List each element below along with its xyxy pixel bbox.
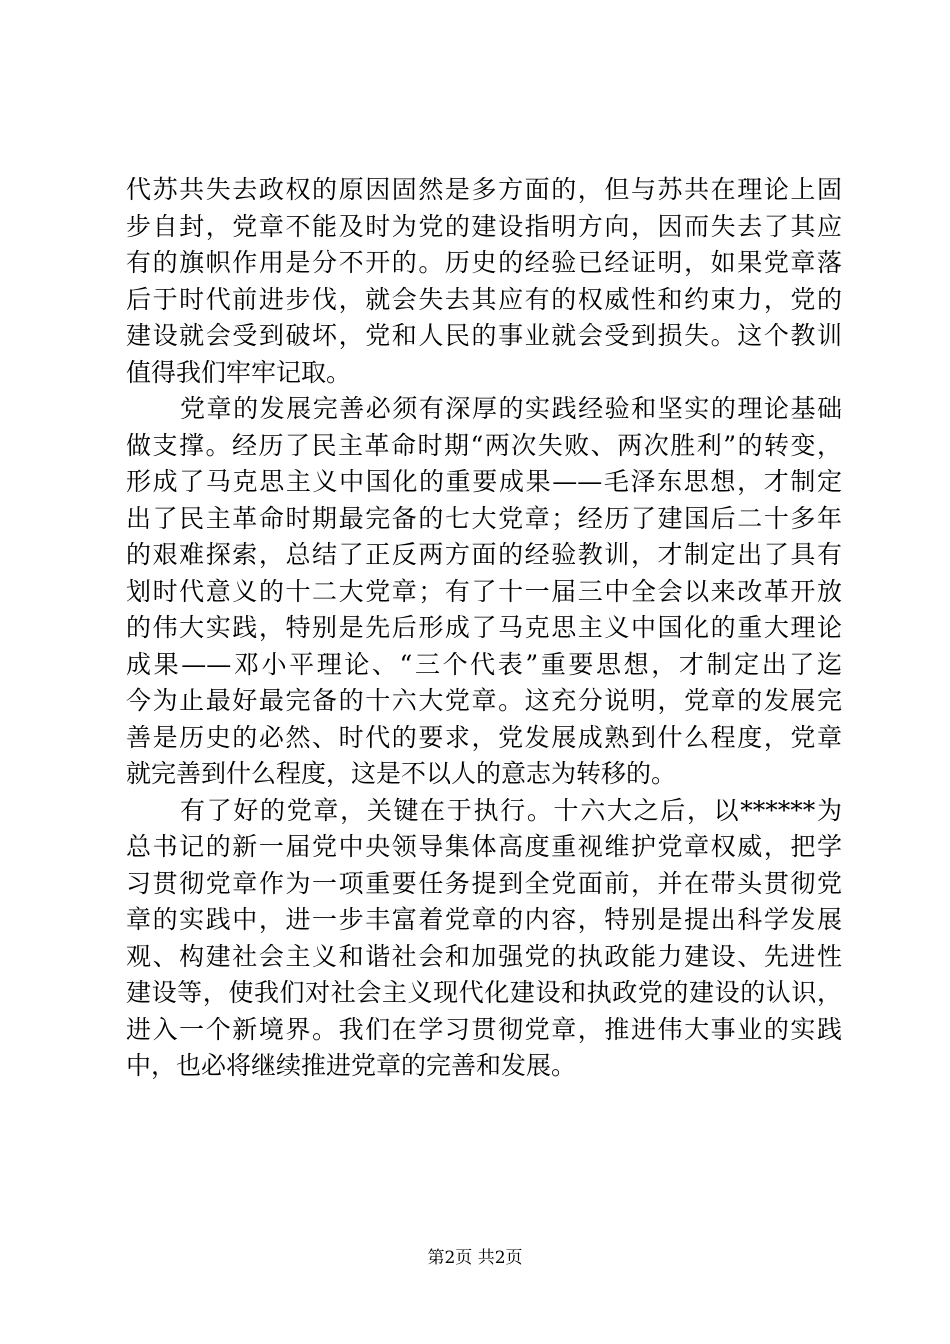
text-line: 进入一个新境界。我们在学习贯彻党章，推进伟大事业的实践 [126,1014,842,1044]
text-line: 划时代意义的十二大党章；有了十一届三中全会以来改革开放 [126,576,842,606]
paragraph-2 [126,391,842,793]
text-line: 出了民主革命时期最完备的七大党章；经历了建国后二十多年 [126,503,842,533]
text-line: 习贯彻党章作为一项重要任务提到全党面前，并在带头贯彻党 [126,868,842,898]
text-line: 建设就会受到破坏，党和人民的事业就会受到损失。这个教训 [126,321,842,350]
paragraph-3 [126,793,842,1085]
text-line: 党章的发展完善必须有深厚的实践经验和坚实的理论基础 [180,394,842,423]
text-line: 中，也必将继续推进党章的完善和发展。 [126,1051,577,1080]
document-body [126,172,842,1085]
text-line: 步自封，党章不能及时为党的建设指明方向，因而失去了其应 [126,211,842,241]
text-line: 做支撑。经历了民主革命时期“两次失败、两次胜利”的转变， [126,430,842,460]
text-line: 的艰难探索，总结了正反两方面的经验教训，才制定出了具有 [126,540,842,569]
text-line: 观、构建社会主义和谐社会和加强党的执政能力建设、先进性 [126,941,842,971]
text-line: 就完善到什么程度，这是不以人的意志为转移的。 [126,759,677,788]
paragraph-1 [126,172,842,391]
text-line: 形成了马克思主义中国化的重要成果——毛泽东思想，才制定 [126,467,842,496]
text-line: 有的旗帜作用是分不开的。历史的经验已经证明，如果党章落 [126,248,842,277]
text-line: 有了好的党章，关键在于执行。十六大之后，以******为 [180,795,842,825]
text-line: 后于时代前进步伐，就会失去其应有的权威性和约束力，党的 [126,284,842,314]
page-number-footer: 第2页 共2页 [427,1248,523,1268]
text-line: 建设等，使我们对社会主义现代化建设和执政党的建设的认识， [126,978,842,1007]
text-line: 章的实践中，进一步丰富着党章的内容，特别是提出科学发展 [126,905,842,934]
text-line: 值得我们牢牢记取。 [126,357,352,387]
text-line: 今为止最好最完备的十六大党章。这充分说明，党章的发展完 [126,686,842,715]
text-line: 总书记的新一届党中央领导集体高度重视维护党章权威，把学 [126,832,842,861]
text-line: 代苏共失去政权的原因固然是多方面的，但与苏共在理论上固 [126,175,842,204]
text-line: 善是历史的必然、时代的要求，党发展成熟到什么程度，党章 [126,722,842,752]
text-line: 的伟大实践，特别是先后形成了马克思主义中国化的重大理论 [126,613,842,642]
text-line: 成果——邓小平理论、“三个代表”重要思想，才制定出了迄 [126,649,842,679]
